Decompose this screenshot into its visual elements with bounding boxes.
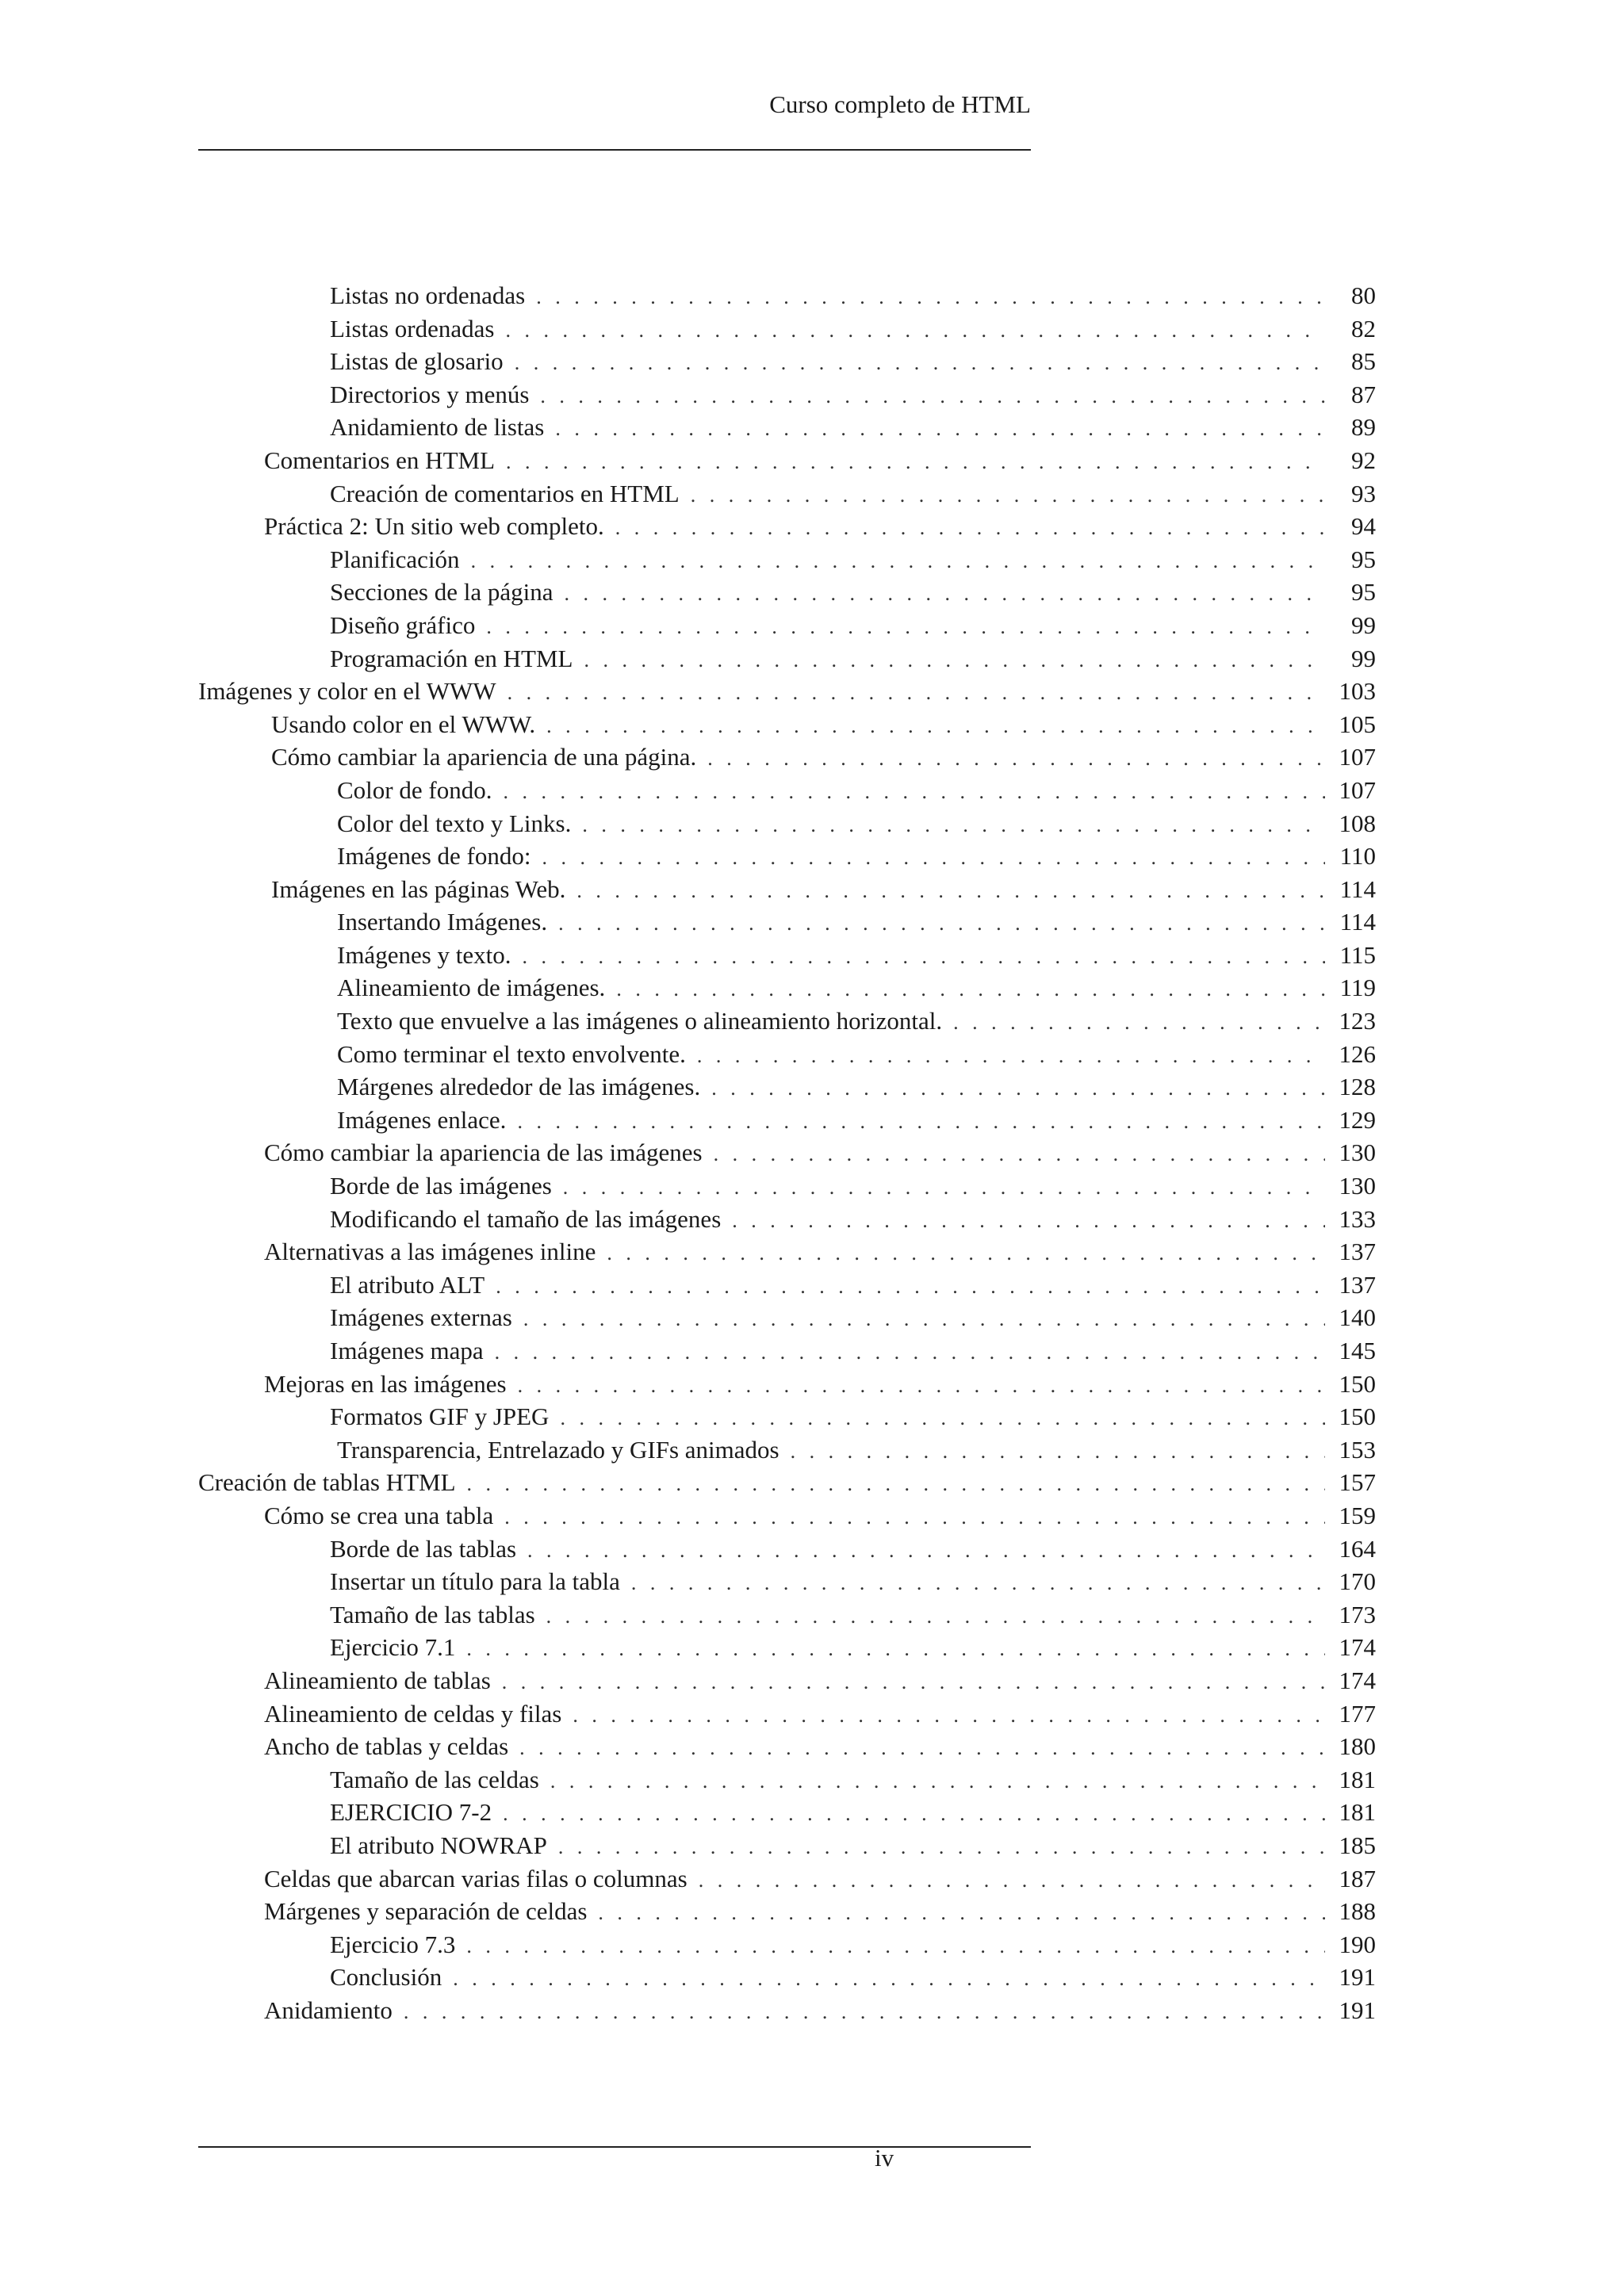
toc-entry[interactable] — [198, 1829, 1376, 1862]
toc-entry-page: 188 — [1339, 1897, 1376, 1926]
toc-entry-page: 95 — [1351, 578, 1376, 607]
toc-entry-title: Planificación — [330, 545, 460, 573]
toc-entry-title: Ancho de tablas y celdas — [264, 1732, 509, 1761]
toc-entry-page: 107 — [1339, 775, 1376, 804]
toc-entry-title: Cómo se crea una tabla — [264, 1501, 494, 1529]
toc-entry[interactable] — [198, 1730, 1376, 1763]
page-number: iv — [875, 2144, 894, 2172]
toc-entry[interactable] — [198, 1104, 1376, 1137]
toc-entry[interactable] — [198, 1466, 1376, 1499]
dot-leader — [607, 1237, 1325, 1269]
toc-entry-page: 107 — [1339, 743, 1376, 771]
dot-leader — [502, 1666, 1325, 1697]
dot-leader — [615, 511, 1325, 543]
toc-entry[interactable] — [198, 411, 1376, 444]
dot-leader — [506, 446, 1325, 477]
toc-entry[interactable] — [198, 1203, 1376, 1236]
dot-leader — [563, 1171, 1325, 1203]
dot-leader — [453, 1962, 1325, 1994]
dot-leader — [953, 1006, 1325, 1038]
toc-entry-title: Formatos GIF y JPEG — [330, 1402, 550, 1431]
dot-leader — [517, 1105, 1325, 1137]
toc-entry-title: Alineamiento de celdas y filas — [264, 1699, 562, 1728]
toc-entry[interactable] — [198, 1565, 1376, 1598]
toc-entry[interactable] — [198, 444, 1376, 477]
dot-leader — [546, 1600, 1325, 1632]
toc-entry[interactable] — [198, 642, 1376, 675]
toc-entry-title: El atributo NOWRAP — [330, 1831, 547, 1859]
toc-entry-page: 105 — [1339, 710, 1376, 738]
dot-leader — [404, 1996, 1325, 2027]
toc-entry-page: 128 — [1339, 1073, 1376, 1101]
dot-leader — [598, 1896, 1325, 1928]
toc-entry-page: 150 — [1339, 1402, 1376, 1431]
toc-entry[interactable] — [198, 378, 1376, 411]
dot-leader — [560, 1402, 1325, 1433]
toc-entry-title: Márgenes alrededor de las imágenes. — [337, 1073, 701, 1101]
dot-leader — [699, 1864, 1325, 1896]
toc-entry[interactable] — [198, 345, 1376, 378]
toc-entry[interactable] — [198, 1994, 1376, 2027]
toc-entry-title: Práctica 2: Un sitio web completo. — [264, 512, 604, 541]
toc-entry[interactable] — [198, 1895, 1376, 1928]
toc-entry[interactable] — [198, 1169, 1376, 1203]
dot-leader — [573, 1699, 1325, 1731]
toc-entry[interactable] — [198, 1763, 1376, 1797]
dot-leader — [558, 1831, 1325, 1862]
toc-entry[interactable] — [198, 807, 1376, 840]
dot-leader — [714, 1138, 1325, 1169]
toc-entry-title: Mejoras en las imágenes — [264, 1369, 507, 1398]
dot-leader — [540, 380, 1325, 411]
toc-entry-page: 185 — [1339, 1831, 1376, 1859]
dot-leader — [503, 1797, 1325, 1829]
toc-entry-title: Cómo cambiar la apariencia de las imágenes — [264, 1138, 703, 1167]
footer-rule — [198, 2146, 1031, 2148]
toc-entry-page: 108 — [1339, 809, 1376, 837]
toc-entry[interactable] — [198, 510, 1376, 543]
toc-entry-title: Imágenes y color en el WWW — [198, 677, 496, 706]
toc-entry-title: Borde de las tablas — [330, 1534, 517, 1563]
toc-entry-page: 130 — [1339, 1172, 1376, 1200]
dot-leader — [471, 545, 1325, 576]
dot-leader — [546, 710, 1325, 741]
dot-leader — [791, 1435, 1325, 1467]
toc-entry-page: 181 — [1339, 1798, 1376, 1827]
toc-entry-title: Alineamiento de imágenes. — [337, 974, 606, 1002]
dot-leader — [697, 1039, 1325, 1071]
toc-entry-title: Como terminar el texto envolvente. — [337, 1039, 686, 1068]
toc-entry-page: 145 — [1339, 1337, 1376, 1364]
toc-entry-page: 89 — [1351, 413, 1376, 442]
toc-entry[interactable] — [198, 840, 1376, 873]
dot-leader — [515, 346, 1325, 378]
toc-entry[interactable] — [198, 543, 1376, 576]
toc-entry[interactable] — [198, 477, 1376, 511]
toc-entry-title: Directorios y menús — [330, 380, 530, 408]
toc-entry-title: Alternativas a las imágenes inline — [264, 1238, 596, 1266]
header-rule — [198, 149, 1031, 151]
toc-entry[interactable] — [198, 1961, 1376, 1994]
toc-entry-page: 170 — [1339, 1567, 1376, 1596]
dot-leader — [467, 1468, 1325, 1499]
toc-entry-page: 157 — [1339, 1468, 1376, 1497]
toc-entry-title: Insertando Imágenes. — [337, 908, 548, 936]
toc-entry-title: Listas de glosario — [330, 347, 504, 376]
dot-leader — [558, 907, 1325, 939]
toc-entry-title: Imágenes externas — [330, 1303, 512, 1332]
dot-leader — [691, 479, 1325, 511]
toc-entry-page: 140 — [1339, 1303, 1376, 1332]
toc-entry[interactable] — [198, 1038, 1376, 1071]
toc-entry-page: 80 — [1351, 281, 1376, 309]
toc-entry[interactable] — [198, 905, 1376, 939]
toc-entry-title: Tamaño de las celdas — [330, 1765, 539, 1793]
toc-entry[interactable] — [198, 1499, 1376, 1533]
toc-entry-title: Imágenes en las páginas Web. — [271, 874, 566, 903]
dot-leader — [523, 1303, 1325, 1334]
toc-entry[interactable] — [198, 576, 1376, 609]
dot-leader — [631, 1567, 1325, 1598]
toc-entry-page: 129 — [1339, 1105, 1376, 1134]
dot-leader — [486, 610, 1325, 642]
toc-entry-title: Secciones de la página — [330, 578, 553, 607]
toc-entry-page: 137 — [1339, 1238, 1376, 1266]
toc-entry-title: Imágenes de fondo: — [337, 842, 531, 871]
toc-entry[interactable] — [198, 1433, 1376, 1467]
toc-entry-title: Ejercicio 7.3 — [330, 1930, 456, 1958]
toc-entry-page: 180 — [1339, 1732, 1376, 1761]
toc-entry[interactable] — [198, 774, 1376, 807]
toc-entry-title: Creación de comentarios en HTML — [330, 479, 680, 507]
toc-entry[interactable] — [198, 675, 1376, 708]
toc-entry-page: 153 — [1339, 1435, 1376, 1464]
toc-entry[interactable] — [198, 1368, 1376, 1401]
toc-entry-title: Márgenes y separación de celdas — [264, 1897, 588, 1926]
toc-entry-page: 114 — [1339, 874, 1376, 903]
dot-leader — [564, 577, 1325, 609]
toc-entry-page: 99 — [1351, 644, 1376, 672]
dot-leader — [582, 809, 1325, 840]
toc-entry[interactable] — [198, 609, 1376, 642]
toc-entry-page: 174 — [1339, 1666, 1376, 1694]
toc-entry-page: 191 — [1339, 1996, 1376, 2024]
dot-leader — [584, 644, 1325, 675]
dot-leader — [616, 973, 1325, 1004]
dot-leader — [555, 412, 1325, 444]
toc-entry-page: 164 — [1339, 1534, 1376, 1563]
dot-leader — [707, 742, 1325, 774]
toc-entry-title: Transparencia, Entrelazado y GIFs animados — [337, 1435, 779, 1464]
toc-entry-page: 187 — [1339, 1864, 1376, 1892]
toc-entry-title: Celdas que abarcan varias filas o columnas — [264, 1864, 688, 1892]
toc-entry-title: Alineamiento de tablas — [264, 1666, 491, 1694]
toc-entry[interactable] — [198, 1334, 1376, 1368]
toc-entry-page: 159 — [1339, 1501, 1376, 1529]
toc-entry-page: 94 — [1351, 512, 1376, 541]
toc-entry-page: 95 — [1351, 545, 1376, 573]
toc-entry-page: 82 — [1351, 314, 1376, 342]
toc-entry-title: Listas ordenadas — [330, 314, 495, 342]
toc-entry[interactable] — [198, 1235, 1376, 1269]
toc-entry[interactable] — [198, 1796, 1376, 1829]
toc-entry[interactable] — [198, 1697, 1376, 1731]
dot-leader — [466, 1930, 1325, 1961]
toc-entry-title: Creación de tablas HTML — [198, 1468, 456, 1497]
toc-entry[interactable] — [198, 1301, 1376, 1334]
dot-leader — [527, 1534, 1325, 1566]
toc-entry[interactable] — [198, 1862, 1376, 1896]
toc-entry-page: 130 — [1339, 1138, 1376, 1167]
dot-leader — [550, 1765, 1325, 1797]
toc-entry-page: 181 — [1339, 1765, 1376, 1793]
dot-leader — [711, 1072, 1325, 1104]
toc-entry-title: Imágenes mapa — [330, 1337, 484, 1364]
dot-leader — [508, 676, 1325, 708]
toc-entry[interactable] — [198, 1533, 1376, 1566]
toc-entry-page: 190 — [1339, 1930, 1376, 1958]
toc-entry[interactable] — [198, 279, 1376, 312]
toc-entry[interactable] — [198, 1928, 1376, 1961]
toc-entry-page: 110 — [1339, 842, 1376, 871]
toc-entry-page: 114 — [1339, 908, 1376, 936]
toc-entry-title: Conclusión — [330, 1963, 442, 1992]
dot-leader — [504, 1501, 1325, 1533]
toc-entry-title: Color del texto y Links. — [337, 809, 572, 837]
toc-entry[interactable] — [198, 312, 1376, 346]
dot-leader — [732, 1204, 1325, 1236]
toc-entry-title: Diseño gráfico — [330, 610, 476, 639]
dot-leader — [542, 841, 1325, 873]
toc-entry-title: Programación en HTML — [330, 644, 573, 672]
toc-entry-title: Imágenes y texto. — [337, 940, 511, 969]
toc-entry-title: Anidamiento de listas — [330, 413, 545, 442]
toc-entry-title: El atributo ALT — [330, 1270, 485, 1299]
toc-entry[interactable] — [198, 1269, 1376, 1302]
toc-entry-page: 174 — [1339, 1633, 1376, 1662]
toc-entry-page: 137 — [1339, 1270, 1376, 1299]
toc-entry-title: Modificando el tamaño de las imágenes — [330, 1204, 722, 1233]
dot-leader — [576, 874, 1325, 906]
table-of-contents — [198, 279, 1376, 2026]
toc-entry[interactable] — [198, 1598, 1376, 1632]
dot-leader — [495, 1336, 1325, 1368]
toc-entry-title: Texto que envuelve a las imágenes o alineamiento horizontal. — [337, 1007, 943, 1035]
toc-entry-page: 123 — [1339, 1007, 1376, 1035]
toc-entry-page: 177 — [1339, 1699, 1376, 1728]
toc-entry[interactable] — [198, 1400, 1376, 1433]
toc-entry[interactable] — [198, 1004, 1376, 1038]
toc-entry-page: 92 — [1351, 446, 1376, 474]
toc-entry-title: Anidamiento — [264, 1996, 393, 2024]
toc-entry[interactable] — [198, 740, 1376, 774]
toc-entry-page: 133 — [1339, 1204, 1376, 1233]
toc-entry-page: 85 — [1351, 347, 1376, 376]
running-header: Curso completo de HTML — [769, 90, 1031, 118]
toc-entry-title: Ejercicio 7.1 — [330, 1633, 456, 1662]
toc-entry-title: EJERCICIO 7-2 — [330, 1798, 492, 1827]
toc-entry-page: 119 — [1339, 974, 1376, 1002]
toc-entry-title: Comentarios en HTML — [264, 446, 496, 474]
dot-leader — [518, 1369, 1325, 1401]
toc-entry-page: 126 — [1339, 1039, 1376, 1068]
toc-entry-page: 150 — [1339, 1369, 1376, 1398]
toc-entry[interactable] — [198, 939, 1376, 972]
toc-entry-title: Listas no ordenadas — [330, 281, 526, 309]
toc-entry-title: Tamaño de las tablas — [330, 1600, 535, 1628]
toc-entry-page: 103 — [1339, 677, 1376, 706]
dot-leader — [536, 281, 1325, 312]
dot-leader — [505, 314, 1325, 346]
toc-entry-title: Imágenes enlace. — [337, 1105, 507, 1134]
dot-leader — [519, 1732, 1325, 1763]
toc-entry-page: 191 — [1339, 1963, 1376, 1992]
toc-entry-title: Cómo cambiar la apariencia de una página. — [271, 743, 697, 771]
toc-entry-page: 87 — [1351, 380, 1376, 408]
toc-entry-page: 173 — [1339, 1600, 1376, 1628]
toc-entry-page: 93 — [1351, 479, 1376, 507]
dot-leader — [466, 1632, 1325, 1664]
toc-entry-title: Borde de las imágenes — [330, 1172, 552, 1200]
dot-leader — [503, 775, 1325, 807]
toc-entry[interactable] — [198, 971, 1376, 1004]
toc-entry[interactable] — [198, 1070, 1376, 1104]
toc-entry[interactable] — [198, 708, 1376, 741]
toc-entry-title: Insertar un título para la tabla — [330, 1567, 620, 1596]
toc-entry-title: Usando color en el WWW. — [271, 710, 536, 738]
toc-entry-page: 115 — [1339, 940, 1376, 969]
dot-leader — [496, 1270, 1325, 1302]
toc-entry-page: 99 — [1351, 610, 1376, 639]
toc-entry[interactable] — [198, 873, 1376, 906]
toc-entry[interactable] — [198, 1631, 1376, 1664]
toc-entry[interactable] — [198, 1136, 1376, 1169]
toc-entry[interactable] — [198, 1664, 1376, 1697]
toc-entry-title: Color de fondo. — [337, 775, 492, 804]
dot-leader — [523, 940, 1325, 972]
